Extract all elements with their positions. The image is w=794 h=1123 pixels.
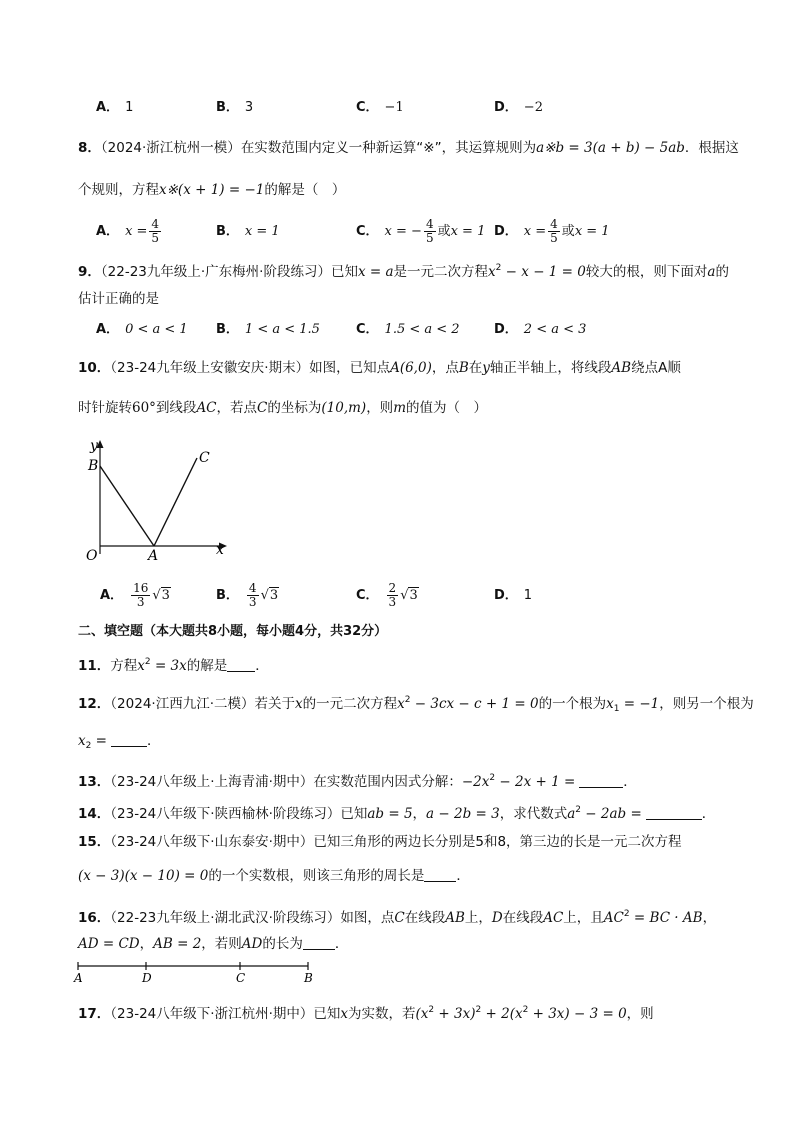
q10-figure [72,436,232,566]
q15-stem-line2: (x − 3)(x − 10) = 0的一个实数根，则该三角形的周长是 ． [78,868,470,884]
label-a: A [148,548,159,564]
fraction: $\frac{4}{5}$ [550,217,558,245]
q9-option-c: C． 1.5 < a < 2 [356,322,460,337]
q9-stem-line2: 估计正确的是 [78,291,159,307]
label-y: y [90,438,98,454]
label-a: A [74,971,83,985]
fraction: $\frac{4}{5}$ [425,217,434,245]
segment-ab [100,466,154,546]
answer-blank[interactable] [227,657,255,672]
section-title: 二、填空题（本大题共8小题，每小题4分，共32分） [78,624,388,639]
fraction: $\frac{4}{5}$ [151,217,160,245]
fraction: $\frac{16}{3}$ [133,581,149,609]
label-c: C [199,450,210,466]
sqrt: √3 [400,588,418,603]
q10-option-b: B． $\frac{4}{3}$ √3 [216,581,279,609]
q17-stem: 17．（23-24八年级下·浙江杭州·期中）已知x为实数，若$(x^2 + 3x)^2 + 2(x^2 + 3x) - 3 = 0$，则 [78,1005,654,1022]
segment-ac [154,458,197,546]
q8-stem-line2: 个规则，方程x※(x + 1) = −1的解是（ ） [78,182,346,198]
q16-figure [72,958,322,986]
label-o: O [86,548,98,564]
q10-option-a: A． $\frac{16}{3}$ √3 [100,581,170,609]
q8-option-a: A． x = $\frac{4}{5}$ [96,217,160,245]
q16-stem-line2: AD = CD，AB = 2，若则AD的长为 ． [78,936,349,952]
q16-stem-line1: 16．（22-23九年级上·湖北武汉·阶段练习）如图，点C在线段AB上，D在线段AC上，且$AC^2$ = BC · AB， [78,909,717,926]
label-b: B [304,971,313,985]
fraction: $\frac{2}{3}$ [388,581,397,609]
q12-stem-line2: $x_2$ = ． [78,733,161,751]
q9-option-a: A． 0 < a < 1 [96,322,188,337]
q10-stem-line2: 时针旋转60°到线段AC，若点C的坐标为(10,m)，则m的值为（ ） [78,400,487,416]
q7-option-d: D． −2 [494,100,543,115]
q11-stem: 11．方程$x^2 = 3x$的解是 ． [78,657,269,674]
q13-stem: 13．（23-24八年级上·上海青浦·期中）在实数范围内因式分解：$-2x^2 - 2x + 1$ = ． [78,773,637,790]
q7-option-c: C． −1 [356,100,404,115]
answer-blank[interactable] [424,867,456,882]
q8-stem-line1: 8．（2024·浙江杭州一模）在实数范围内定义一种新运算“※”，其运算规则为a※b = 3(a + b) − 5ab．根据这 [78,140,739,156]
q9-option-b: B． 1 < a < 1.5 [216,322,320,337]
q7-option-b: B． 3 [216,100,254,115]
answer-blank[interactable] [646,805,702,820]
q10-stem-line1: 10．（23-24九年级上安徽安庆·期末）如图，已知点A(6,0)，点B在y轴正半轴上，将线段AB绕点A顺 [78,360,681,376]
q15-stem-line1: 15．（23-24八年级下·山东泰安·期中）已知三角形的两边长分别是5和8，第三边的长是一元二次方程 [78,834,682,850]
sqrt: √3 [260,588,279,603]
q7-option-a: A． 1 [96,100,134,115]
answer-blank[interactable] [303,935,335,950]
q14-stem: 14．（23-24八年级下·陕西榆林·阶段练习）已知ab = 5，a − 2b = 3，求代数式$a^2 - 2ab$ = ． [78,805,716,822]
answer-blank[interactable] [579,773,623,788]
q9-option-d: D． 2 < a < 3 [494,322,587,337]
fraction: $\frac{4}{3}$ [248,581,257,609]
label-c: C [236,971,246,985]
q12-stem-line1: 12．（2024·江西九江·二模）若关于x的一元二次方程$x^2 - 3cx - c + 1 = 0$的一个根为$x_1 = -1$，则另一个根为 [78,695,754,714]
answer-blank[interactable] [111,732,147,747]
label-b: B [88,458,99,474]
label-d: D [142,971,152,985]
q8-option-b: B． x = 1 [216,224,280,239]
q9-stem-line1: 9．（22-23九年级上·广东梅州·阶段练习）已知x = a是一元二次方程$x^2 - x - 1 = 0$较大的根，则下面对a的 [78,263,729,280]
q8-option-c: C． x = − $\frac{4}{5}$ 或x = 1 [356,217,486,245]
q10-option-c: C． $\frac{2}{3}$ √3 [356,581,418,609]
q10-option-d: D． 1 [494,588,533,603]
label-x: x [216,542,224,558]
q8-option-d: D． x = $\frac{4}{5}$ 或x = 1 [494,217,610,245]
sqrt: √3 [152,588,170,603]
